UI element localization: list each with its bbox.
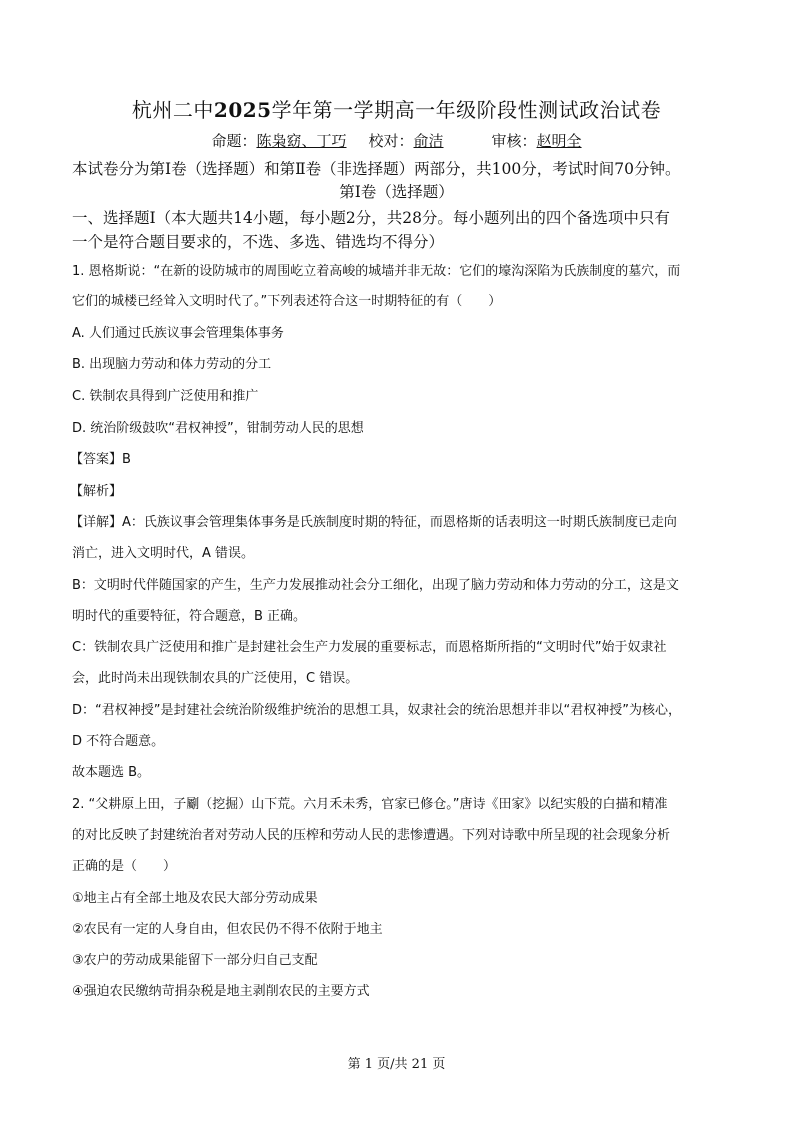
section-heading-line-2: 一个是符合题目要求的，不选、多选、错选均不得分）: [72, 233, 445, 251]
q2-stem-line-3: 正确的是（ ）: [72, 859, 177, 874]
proposer-names: 陈枭窈、丁巧: [256, 132, 347, 150]
checker-label: 校对：: [368, 132, 414, 150]
q2-stem-line-2: 的对比反映了封建统治者对劳动人民的压榨和劳动人民的悲惨遭遇。下列对诗歌中所呈现的社会现象分析: [72, 828, 671, 843]
q1-option-a: A. 人们通过氏族议事会管理集体事务: [72, 326, 284, 341]
q1-explanation-line: B：文明时代伴随国家的产生，生产力发展推动社会分工细化，出现了脑力劳动和体力劳动的分工，这是文: [72, 578, 679, 593]
title-prefix: 杭州二中: [131, 98, 214, 122]
q1-answer: 【答案】B: [70, 452, 131, 467]
q1-explanation-line: 消亡，进入文明时代，A 错误。: [72, 546, 255, 561]
q1-explanation-line: 故本题选 B。: [72, 765, 151, 780]
section-heading-line-1: 一、选择题Ⅰ（本大题共14小题，每小题2分，共28分。每小题列出的四个备选项中只有: [72, 209, 670, 227]
page-footer: 第 1 页/共 21 页: [347, 1057, 446, 1072]
title-year: 2025: [213, 98, 272, 122]
q2-option-3: ③农户的劳动成果能留下一部分归自己支配: [72, 953, 318, 968]
volume-title: 第Ⅰ卷（选择题）: [339, 183, 454, 201]
q1-analysis-label: 【解析】: [70, 484, 123, 499]
q1-option-d: D. 统治阶级鼓吹“君权神授”，钳制劳动人民的思想: [72, 421, 364, 436]
q2-option-1: ①地主占有全部土地及农民大部分劳动成果: [72, 891, 318, 906]
q1-option-b: B. 出现脑力劳动和体力劳动的分工: [72, 357, 272, 372]
q1-stem-line-2: 它们的城楼已经耸入文明时代了。”下列表述符合这一时期特征的有（ ）: [72, 294, 502, 309]
credits-line: [0, 130, 793, 151]
q1-explanation-line: 【详解】A：氏族议事会管理集体事务是氏族制度时期的特征，而恩格斯的话表明这一时期氏族制度已走向: [70, 515, 677, 530]
q1-explanation-line: D 不符合题意。: [72, 734, 165, 749]
q1-explanation-line: 会，此时尚未出现铁制农具的广泛使用，C 错误。: [72, 671, 359, 686]
reviewer-label: 审核：: [491, 132, 537, 150]
q2-option-2: ②农民有一定的人身自由，但农民仍不得不依附于地主: [72, 922, 383, 937]
q2-option-4: ④强迫农民缴纳苛捐杂税是地主剥削农民的主要方式: [72, 984, 370, 999]
q1-explanation-line: 明时代的重要特征，符合题意，B 正确。: [72, 609, 307, 624]
q1-explanation-line: D：“君权神授”是封建社会统治阶级维护统治的思想工具，奴隶社会的统治思想并非以“君权神授”为核心，: [72, 703, 681, 718]
reviewer-name: 赵明全: [536, 132, 582, 150]
checker-name: 俞洁: [413, 132, 444, 150]
intro-text: 本试卷分为第Ⅰ卷（选择题）和第Ⅱ卷（非选择题）两部分，共100分，考试时间70分钟。: [72, 160, 681, 178]
q1-explanation-line: C：铁制农具广泛使用和推广是封建社会生产力发展的重要标志，而恩格斯所指的“文明时代”始于奴隶社: [72, 640, 667, 655]
page-title: [0, 94, 793, 123]
title-suffix: 学年第一学期高一年级阶段性测试政治试卷: [271, 98, 662, 122]
proposer-label: 命题：: [211, 132, 257, 150]
q1-option-c: C. 铁制农具得到广泛使用和推广: [72, 389, 259, 404]
q2-stem-line-1: 2. “父耕原上田，子劚（挖掘）山下荒。六月禾未秀，官家已修仓。”唐诗《田家》以纪实般的白描和精准: [72, 797, 668, 812]
q1-stem-line-1: 1. 恩格斯说：“在新的设防城市的周围屹立着高峻的城墙并非无故：它们的壕沟深陷为氏族制度的墓穴，而: [72, 264, 681, 279]
